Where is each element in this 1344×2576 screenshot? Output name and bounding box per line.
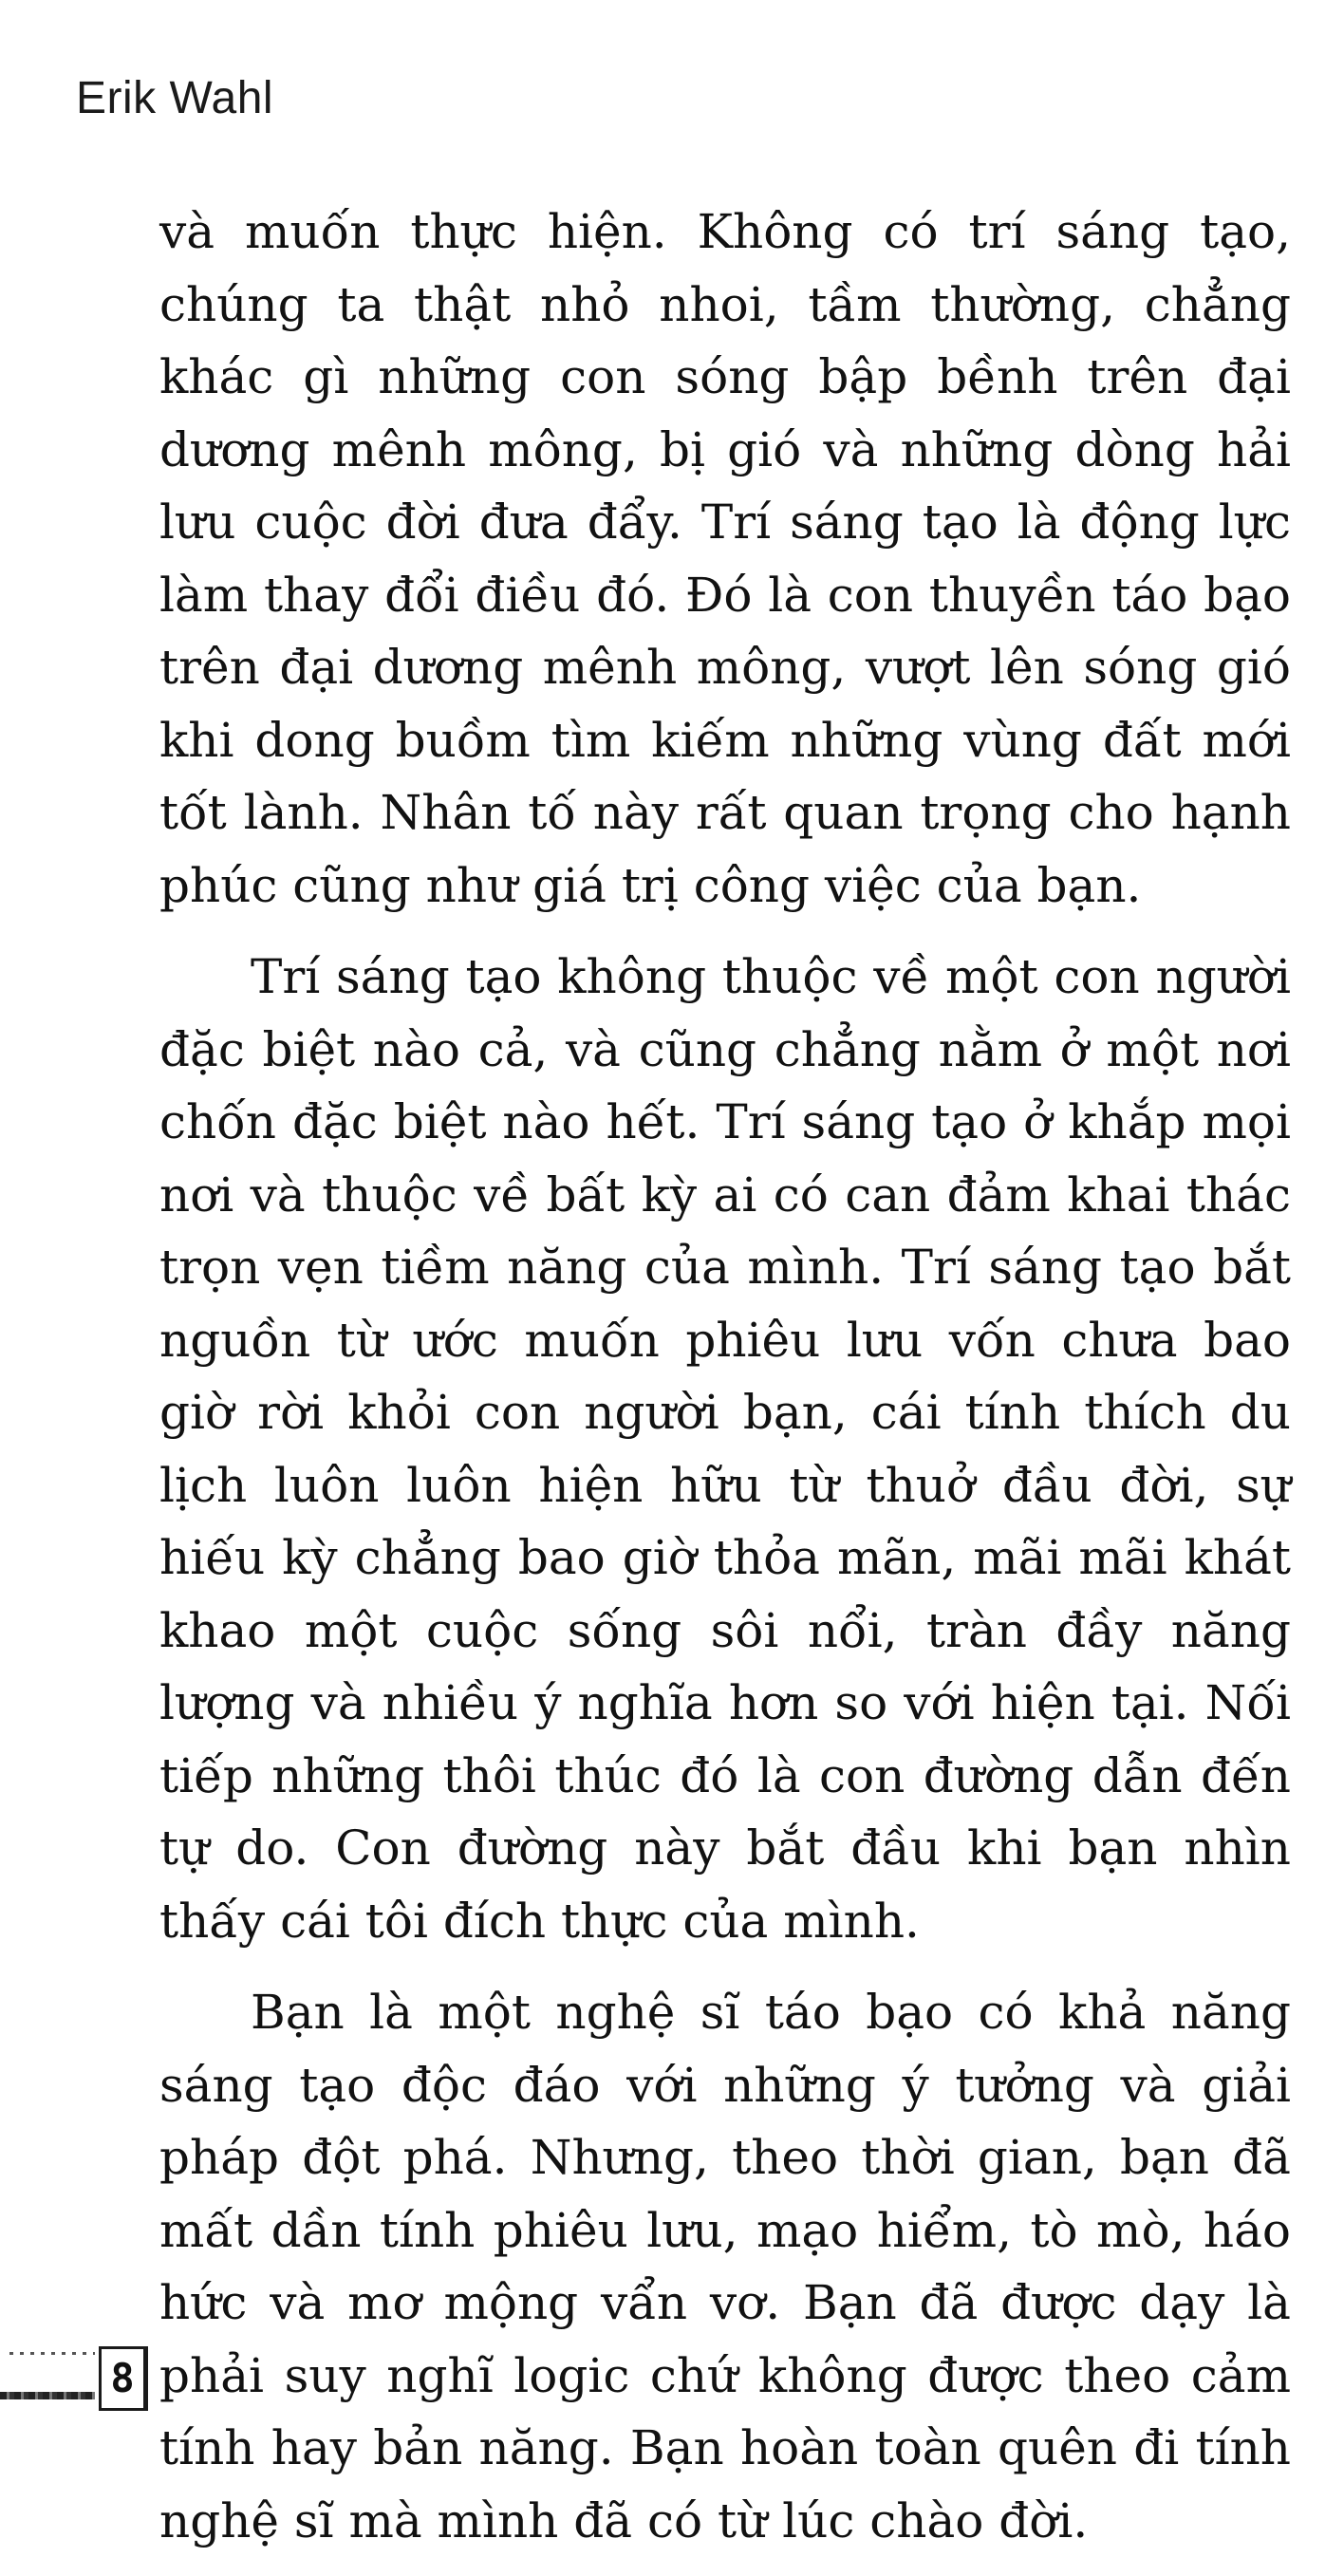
paragraph: Trí sáng tạo không thuộc về một con người đặc biệt nào cả, và cũng chẳng nằm ở một nơi chốn đặc biệt nào hết. Trí sáng tạo ở khắp mọi nơi và thuộc về bất kỳ ai có can đảm khai thác trọn vẹn tiềm năng của mình. Trí sáng tạo bắt nguồn từ ước muốn phiêu lưu vốn chưa bao giờ rời khỏi con người bạn, cái tính thích du lịch luôn luôn hiện hữu từ thuở đầu đời, sự hiếu kỳ chẳng bao giờ thỏa mãn, mãi mãi khát khao một cuộc sống sôi nổi, tràn đầy năng lượng và nhiều ý nghĩa hơn so với hiện tại. Nối tiếp những thôi thúc đó là con đường dẫn đến tự do. Con đường này bắt đầu khi bạn nhìn thấy cái tôi đích thực của mình. [159,949,1291,1949]
paragraph-continued: và muốn thực hiện. Không có trí sáng tạo, chúng ta thật nhỏ nhoi, tầm thường, chẳng khác gì những con sóng bập bềnh trên đại dương mênh mông, bị gió và những dòng hải lưu cuộc đời đưa đẩy. Trí sáng tạo là động lực làm thay đổi điều đó. Đó là con thuyền táo bạo trên đại dương mênh mông, vượt lên sóng gió khi dong buồm tìm kiếm những vùng đất mới tốt lành. Nhân tố này rất quan trọng cho hạnh phúc cũng như giá trị công việc của bạn. [159,204,1291,913]
page-number: 8 [99,2346,148,2411]
footer-ornament-line [9,2352,95,2355]
footer-ornament-bar [0,2392,95,2399]
page-footer [0,2346,161,2409]
body-text [159,196,1291,2576]
running-head-author: Erik Wahl [76,73,274,123]
paragraph: Bạn là một nghệ sĩ táo bạo có khả năng sáng tạo độc đáo với những ý tưởng và giải pháp đột phá. Nhưng, theo thời gian, bạn đã mất dần tính phiêu lưu, mạo hiểm, tò mò, háo hức và mơ mộng vẩn vơ. Bạn đã được dạy là phải suy nghĩ logic chứ không được theo cảm tính hay bản năng. Bạn hoàn toàn quên đi tính nghệ sĩ mà mình đã có từ lúc chào đời. [159,1985,1291,2548]
